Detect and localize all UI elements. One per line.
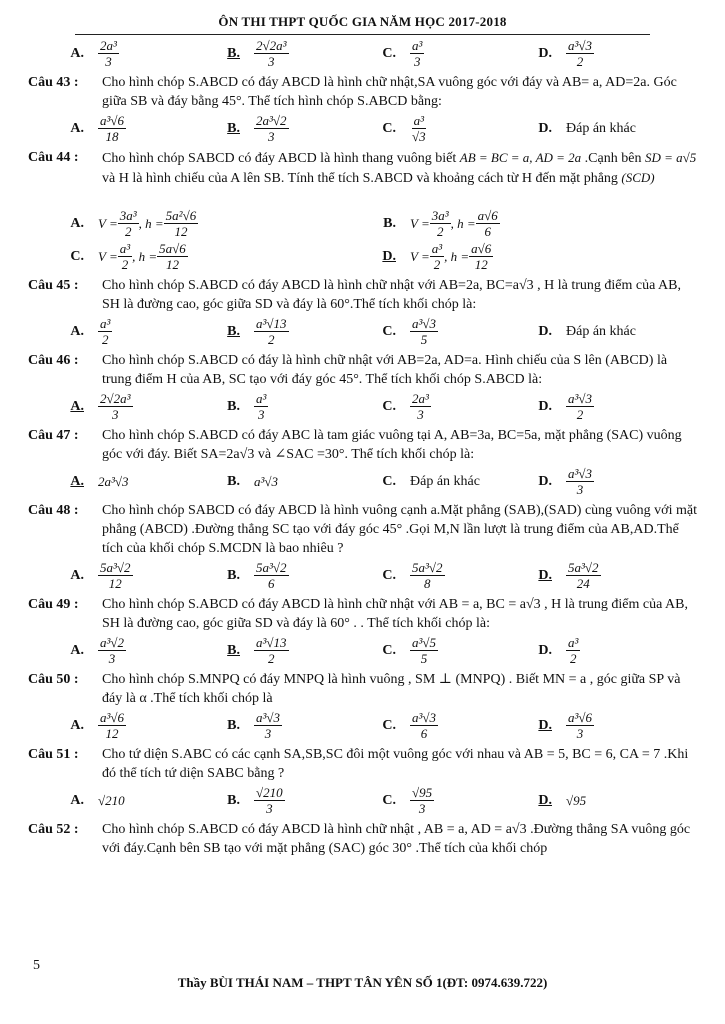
option-b: B. a³√3 [227,473,279,489]
question-text: Cho hình chóp S.ABCD có đáy ABCD là hình chữ nhật với AB = a, BC = a√3 , H là trung điểm của AB, SH là đường cao, góc giữa SD và đáy là 60° . . Thể tích khối chóp là: [102,597,688,631]
option-b: B. $\frac{\text{a³}}{3}$ [227,391,267,422]
option-c: C. $\frac{\text{a³}}{√3}$ [382,113,426,144]
option-c: C. $\frac{\text{2a³}}{3}$ [382,391,429,422]
option-b: B. $\frac{√210}{3}$ [227,785,283,816]
page-footer: Thầy BÙI THÁI NAM – THPT TÂN YÊN SỐ 1(ĐT: 0974.639.722) [177,975,548,990]
option-d: D. V = $\frac{\text{a³}}{2}$ , h = $\frac{a√6}{12}$ [382,241,492,272]
option-c: C. $\frac{\text{a³√3}}{6}$ [382,710,437,741]
option-a: A. $\frac{\text{5a³√2}}{12}$ [70,560,131,591]
page-number: 5 [33,958,40,973]
option-c: C. V = $\frac{\text{a³}}{2}$ , h = $\frac{5a√6}{12}$ [70,241,186,272]
question-label: Câu 43 : [28,75,79,90]
option-a: A. √210 [70,792,125,808]
options-row [28,785,700,816]
option-c: C. $\frac{\text{a³}}{3}$ [382,38,423,69]
page-content [28,36,700,858]
option-b: B. V = $\frac{\text{3a³}}{2}$ , h = $\frac{a√6}{6}$ [383,208,498,239]
question-text: Cho hình chóp S.ABCD có đáy là hình chữ nhật với AB=2a, AD=a. Hình chiếu của S lên (ABCD) là trung điểm H của AB, SC tạo với đáy góc 45°. Thể tích khối chóp S.ABCD là: [102,353,668,387]
question-label: Câu 44 : [28,150,79,165]
options-row [28,466,700,497]
question-48 [28,501,700,558]
option-d: D. $\frac{\text{5a³√2}}{24}$ [538,560,599,591]
option-a: A. $\frac{\text{a³√6}}{18}$ [70,113,125,144]
option-d: D. $\frac{\text{a³√3}}{2}$ [538,391,593,422]
option-a: A. $\frac{\text{a³√6}}{12}$ [70,710,125,741]
options-row [28,38,700,69]
question-label: Câu 49 : [28,597,79,612]
question-43 [28,73,700,111]
question-label: Câu 46 : [28,353,79,368]
question-text: Cho hình chóp S.ABCD có đáy ABC là tam giác vuông tại A, AB=3a, BC=5a, mặt phẳng (SAC) vuông góc với đáy. Biết SA=2a√3 và ∠SAC =30°. Thể tích khối chóp là: [102,428,682,462]
question-text: Cho hình chóp S.ABCD có đáy ABCD là hình chữ nhật,SA vuông góc với đáy và AB= a, AD=2a. Góc giữa SB và đáy bằng 45°. Thể tích hình chóp S.ABCD bằng: [102,75,677,109]
question-text: Cho tứ diện S.ABC có các cạnh SA,SB,SC đôi một vuông góc với nhau và AB = 5, BC = 6, CA = 7 .Khi đó thể tích tứ diện SABC bằng ? [102,747,689,781]
header-rule [75,34,650,35]
option-b: B. $\frac{\text{2√2a³}}{3}$ [227,38,287,69]
option-b: B. $\frac{\text{2a³√2}}{3}$ [227,113,287,144]
question-text: Cho hình chóp S.MNPQ có đáy MNPQ là hình vuông , SM ⊥ (MNPQ) . Biết MN = a , góc giữa SP và đáy là α .Thể tích khối chóp là [102,672,681,706]
question-label: Câu 47 : [28,428,79,443]
option-d: D. $\frac{\text{a³√3}}{3}$ [538,466,593,497]
question-label: Câu 48 : [28,503,79,518]
options-row [28,710,700,741]
option-b: B. $\frac{\text{a³√13}}{2}$ [227,316,287,347]
question-text: Cho hình chóp S.ABCD có đáy ABCD là hình chữ nhật , AB = a, AD = a√3 .Đường thẳng SA vuông góc với đáy.Cạnh bên SB tạo với mặt phẳng (SAC) góc 30° .Thể tích của khối chóp [102,822,691,856]
options-row [28,208,700,239]
option-d: D. Đáp án khác [538,120,636,136]
option-b: B. $\frac{\text{5a³√2}}{6}$ [227,560,287,591]
question-47 [28,426,700,464]
question-label: Câu 45 : [28,278,79,293]
question-45 [28,276,700,314]
question-label: Câu 51 : [28,747,79,762]
question-49 [28,595,700,633]
option-c: C. $\frac{\text{a³√3}}{5}$ [382,316,437,347]
option-a: A. $\frac{\text{2√2a³}}{3}$ [70,391,131,422]
options-row [28,113,700,144]
option-b: B. $\frac{\text{a³√3}}{3}$ [227,710,281,741]
options-row [28,560,700,591]
question-52 [28,820,700,858]
question-label: Câu 52 : [28,822,79,837]
option-a: A. V = $\frac{\text{3a³}}{2}$ , h = $\frac{\text{5a²√6}}{12}$ [70,208,197,239]
options-row [28,635,700,666]
question-50 [28,670,700,708]
option-b: B. $\frac{\text{a³√13}}{2}$ [227,635,287,666]
question-label: Câu 50 : [28,672,79,687]
question-44 [28,148,700,188]
option-c: C. $\frac{\text{5a³√2}}{8}$ [382,560,443,591]
options-row [28,241,700,272]
option-c: C. Đáp án khác [382,473,480,489]
option-a: A. 2a³√3 [70,473,129,489]
option-d: D. √95 [538,792,587,808]
option-a: A. $\frac{\text{a³}}{2}$ [70,316,111,347]
question-text: Cho hình chóp SABCD có đáy ABCD là hình thang vuông biết AB = BC = a, AD = 2a .Cạnh bên SD = a√5 và H là hình chiếu của A lên SB. Tính thể tích S.ABCD và khoảng cách từ H đến mặt phẳng (SCD) [102,150,697,186]
option-d: D. $\frac{\text{a³}}{2}$ [538,635,579,666]
option-d: D. $\frac{\text{a³√3}}{2}$ [538,38,593,69]
options-row [28,391,700,422]
option-a: A. $\frac{\text{2a³}}{3}$ [70,38,117,69]
question-46 [28,351,700,389]
option-d: D. Đáp án khác [538,323,636,339]
options-row [28,316,700,347]
question-text: Cho hình chóp SABCD có đáy ABCD là hình vuông cạnh a.Mặt phẳng (SAB),(SAD) cùng vuông với mặt phẳng (ABCD) .Đường thẳng SC tạo với đáy góc 45° .Gọi M,N lần lượt là trung điểm của AB,AD.Thể tích của khối chóp S.MCDN là bao nhiêu ? [102,503,697,556]
question-51 [28,745,700,783]
page-header: ÔN THI THPT QUỐC GIA NĂM HỌC 2017-2018 [218,14,507,29]
question-text: Cho hình chóp S.ABCD có đáy ABCD là hình chữ nhật với AB=2a, BC=a√3 , H là trung điểm của AB, SH là đường cao, góc giữa SD và đáy là 60°.Thể tích khối chóp là: [102,278,681,312]
option-c: C. $\frac{√95}{3}$ [382,785,433,816]
option-d: D. $\frac{\text{a³√6}}{3}$ [538,710,593,741]
option-a: A. $\frac{\text{a³√2}}{3}$ [70,635,125,666]
option-c: C. $\frac{\text{a³√5}}{5}$ [382,635,437,666]
